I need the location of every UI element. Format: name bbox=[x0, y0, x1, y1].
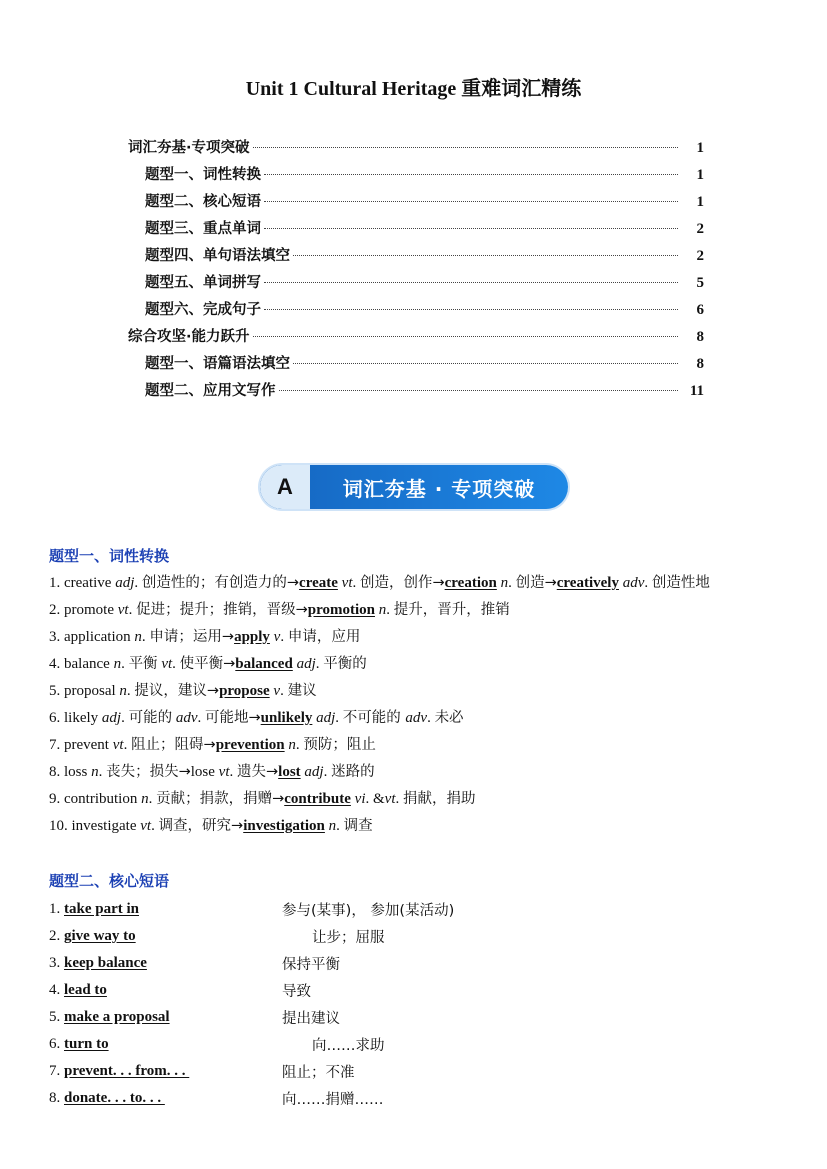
item-number: 6. bbox=[49, 1036, 64, 1052]
chinese-meaning: 迷路的 bbox=[331, 764, 375, 780]
toc-entry-label: 题型一、词性转换 bbox=[145, 167, 261, 183]
answer-word: apply bbox=[234, 629, 270, 645]
item-number: 3. bbox=[49, 629, 64, 645]
answer-word: prevention bbox=[215, 737, 285, 753]
english-word: . bbox=[172, 656, 180, 672]
part-of-speech: adj bbox=[300, 764, 324, 780]
item-number: 10. bbox=[49, 818, 72, 834]
chinese-meaning: 捐献，捐助 bbox=[402, 791, 476, 807]
toc-entry-label: 题型五、单词拼写 bbox=[145, 275, 261, 291]
english-word: balance bbox=[64, 656, 114, 672]
english-word: . bbox=[386, 602, 394, 618]
phrase-meaning: 阻止；不准 bbox=[282, 1065, 355, 1081]
part-of-speech: adv bbox=[405, 710, 428, 726]
english-word: . bbox=[508, 575, 516, 591]
phrase-meaning: 向……捐赠…… bbox=[282, 1092, 384, 1108]
chinese-meaning: 阻止；阻碍→ bbox=[131, 737, 216, 753]
chinese-meaning: 申请，应用 bbox=[287, 629, 361, 645]
chinese-meaning: 预防；阻止 bbox=[303, 737, 376, 753]
phrase-english: donate. . . to. . . bbox=[64, 1090, 165, 1106]
toc-entry-label: 题型二、核心短语 bbox=[145, 194, 261, 210]
english-word: . bbox=[121, 710, 129, 726]
english-word: . bbox=[280, 683, 288, 699]
answer-word: lost bbox=[278, 764, 301, 780]
english-word: . bbox=[336, 818, 344, 834]
item-number: 8. bbox=[49, 1090, 64, 1106]
english-word: . bbox=[197, 710, 206, 726]
chinese-meaning: 遗失→ bbox=[237, 764, 279, 780]
phrase-english: prevent. . . from. . . bbox=[64, 1063, 190, 1079]
toc-page-number: 6 bbox=[696, 302, 704, 318]
item-number: 2. bbox=[49, 602, 64, 618]
phrase-english: lead to bbox=[64, 982, 107, 998]
toc-page-number: 8 bbox=[696, 356, 704, 372]
table-of-contents bbox=[128, 136, 704, 406]
toc-page-number: 2 bbox=[696, 221, 704, 237]
toc-entry-label: 题型六、完成句子 bbox=[145, 302, 261, 318]
toc-leader-dots bbox=[264, 228, 678, 229]
list-item bbox=[49, 786, 789, 813]
phrase-english: turn to bbox=[64, 1036, 109, 1052]
answer-word: propose bbox=[219, 683, 270, 699]
phrase-meaning: 参与(某事)， 参加(某活动) bbox=[282, 903, 455, 919]
phrase-row bbox=[49, 1031, 749, 1058]
part-of-speech: vi bbox=[350, 791, 366, 807]
section-banner bbox=[260, 465, 568, 509]
english-word: . bbox=[148, 791, 157, 807]
list-item bbox=[49, 705, 789, 732]
toc-entry[interactable] bbox=[128, 271, 704, 298]
english-word: . bbox=[151, 818, 159, 834]
chinese-meaning: 创造→ bbox=[515, 575, 557, 591]
chinese-meaning: 创造性的；有创造力的→ bbox=[141, 575, 300, 591]
phrase-meaning: 保持平衡 bbox=[282, 957, 340, 973]
part-of-speech: v bbox=[269, 629, 281, 645]
item-number: 7. bbox=[49, 1063, 64, 1079]
part-of-speech: adv bbox=[618, 575, 645, 591]
english-word: . bbox=[427, 710, 435, 726]
english-word: . bbox=[352, 575, 360, 591]
toc-leader-dots bbox=[264, 174, 678, 175]
part-of-speech: adv bbox=[172, 710, 198, 726]
item-number: 2. bbox=[49, 928, 64, 944]
toc-leader-dots bbox=[279, 390, 679, 391]
chinese-meaning: 可能的 bbox=[128, 710, 173, 726]
part-of-speech: n bbox=[496, 575, 509, 591]
english-word: . bbox=[98, 764, 107, 780]
phrase-list bbox=[49, 896, 749, 1112]
phrase-row bbox=[49, 1058, 749, 1085]
phrase-row bbox=[49, 950, 749, 977]
part-of-speech: v bbox=[269, 683, 281, 699]
toc-leader-dots bbox=[253, 147, 678, 148]
english-word: lose bbox=[190, 764, 219, 780]
english-word: . bbox=[141, 629, 150, 645]
part-of-speech: vt bbox=[218, 764, 230, 780]
chinese-meaning: 创造性地 bbox=[651, 575, 710, 591]
english-word: . bbox=[335, 710, 343, 726]
chinese-meaning: 创造，创作→ bbox=[359, 575, 445, 591]
item-number: 5. bbox=[49, 1009, 64, 1025]
phrase-row bbox=[49, 977, 749, 1004]
part-of-speech: vt bbox=[140, 818, 152, 834]
chinese-meaning: 平衡的 bbox=[323, 656, 367, 672]
english-word: . bbox=[121, 656, 129, 672]
chinese-meaning: 调查 bbox=[343, 818, 373, 834]
toc-page-number: 1 bbox=[696, 140, 704, 156]
answer-word: investigation bbox=[243, 818, 325, 834]
english-word: . bbox=[123, 737, 132, 753]
item-number: 7. bbox=[49, 737, 64, 753]
list-item bbox=[49, 732, 789, 759]
toc-entry[interactable] bbox=[128, 298, 704, 325]
part-of-speech: n bbox=[113, 656, 122, 672]
part-of-speech: n bbox=[284, 737, 296, 753]
english-word: application bbox=[64, 629, 135, 645]
chinese-meaning: 平衡 bbox=[128, 656, 158, 672]
toc-entry[interactable] bbox=[128, 352, 704, 379]
phrase-english: give way to bbox=[64, 928, 136, 944]
section-title-phrases: 题型二、核心短语 bbox=[49, 872, 170, 890]
item-number: 8. bbox=[49, 764, 64, 780]
list-item bbox=[49, 624, 789, 651]
part-of-speech: vt bbox=[112, 737, 124, 753]
chinese-meaning: 调查，研究→ bbox=[158, 818, 244, 834]
toc-entry[interactable] bbox=[128, 163, 704, 190]
toc-page-number: 2 bbox=[696, 248, 704, 264]
answer-word: promotion bbox=[307, 602, 375, 618]
item-number: 5. bbox=[49, 683, 64, 699]
english-word: creative bbox=[64, 575, 116, 591]
toc-page-number: 1 bbox=[696, 167, 704, 183]
english-word: likely bbox=[64, 710, 102, 726]
chinese-meaning: 促进；提升；推销，晋级→ bbox=[136, 602, 308, 618]
part-of-speech: adj bbox=[101, 710, 122, 726]
answer-word: balanced bbox=[235, 656, 293, 672]
list-item bbox=[49, 759, 789, 786]
toc-page-number: 8 bbox=[696, 329, 704, 345]
toc-leader-dots bbox=[264, 282, 678, 283]
item-number: 3. bbox=[49, 955, 64, 971]
item-number: 6. bbox=[49, 710, 64, 726]
item-number: 4. bbox=[49, 656, 64, 672]
english-word: . bbox=[128, 602, 137, 618]
word-form-list bbox=[49, 570, 789, 840]
toc-leader-dots bbox=[293, 363, 678, 364]
english-word: . bbox=[315, 656, 324, 672]
chinese-meaning: 不可能的 bbox=[342, 710, 406, 726]
toc-page-number: 5 bbox=[696, 275, 704, 291]
chinese-meaning: 申请；运用→ bbox=[149, 629, 235, 645]
item-number: 1. bbox=[49, 575, 64, 591]
phrase-row bbox=[49, 1004, 749, 1031]
toc-leader-dots bbox=[264, 309, 678, 310]
answer-word: creation bbox=[444, 575, 497, 591]
part-of-speech: vt bbox=[384, 791, 396, 807]
part-of-speech: vt bbox=[157, 656, 173, 672]
chinese-meaning: 未必 bbox=[434, 710, 464, 726]
banner-letter: A bbox=[260, 465, 310, 509]
english-word: . bbox=[295, 737, 304, 753]
list-item bbox=[49, 678, 789, 705]
english-word: . & bbox=[365, 791, 385, 807]
english-word: . bbox=[280, 629, 288, 645]
chinese-meaning: 使平衡→ bbox=[179, 656, 236, 672]
item-number: 1. bbox=[49, 901, 64, 917]
toc-page-number: 1 bbox=[696, 194, 704, 210]
item-number: 9. bbox=[49, 791, 64, 807]
chinese-meaning: 提升，晋升，推销 bbox=[393, 602, 510, 618]
toc-entry[interactable] bbox=[128, 244, 704, 271]
english-word: prevent bbox=[64, 737, 113, 753]
english-word: . bbox=[134, 575, 142, 591]
english-word: promote bbox=[64, 602, 118, 618]
toc-entry-label: 词汇夯基·专项突破 bbox=[128, 140, 250, 156]
english-word: . bbox=[395, 791, 403, 807]
toc-entry-label: 题型四、单句语法填空 bbox=[145, 248, 290, 264]
answer-word: create bbox=[299, 575, 338, 591]
phrase-english: make a proposal bbox=[64, 1009, 170, 1025]
english-word: contribution bbox=[64, 791, 142, 807]
english-word: loss bbox=[64, 764, 92, 780]
phrase-meaning: 向……求助 bbox=[312, 1038, 385, 1054]
toc-leader-dots bbox=[293, 255, 678, 256]
english-word: . bbox=[323, 764, 332, 780]
toc-entry[interactable] bbox=[128, 379, 704, 406]
part-of-speech: n bbox=[374, 602, 387, 618]
phrase-meaning: 提出建议 bbox=[282, 1011, 340, 1027]
toc-entry-label: 题型一、语篇语法填空 bbox=[145, 356, 290, 372]
chinese-meaning: 丧失；损失→ bbox=[106, 764, 191, 780]
chinese-meaning: 贡献；捐款，捐赠→ bbox=[156, 791, 285, 807]
list-item bbox=[49, 570, 789, 597]
toc-entry-label: 题型三、重点单词 bbox=[145, 221, 261, 237]
phrase-meaning: 导致 bbox=[282, 984, 311, 1000]
item-number: 4. bbox=[49, 982, 64, 998]
part-of-speech: vt bbox=[117, 602, 129, 618]
part-of-speech: adj bbox=[312, 710, 336, 726]
english-word: . bbox=[229, 764, 237, 780]
toc-entry[interactable] bbox=[128, 217, 704, 244]
english-word: . bbox=[644, 575, 652, 591]
part-of-speech: n bbox=[134, 629, 142, 645]
part-of-speech: adj bbox=[292, 656, 316, 672]
phrase-english: keep balance bbox=[64, 955, 147, 971]
english-word: proposal bbox=[64, 683, 120, 699]
english-word: investigate bbox=[71, 818, 141, 834]
toc-page-number: 11 bbox=[689, 383, 704, 399]
toc-entry[interactable] bbox=[128, 190, 704, 217]
list-item bbox=[49, 651, 789, 678]
phrase-row bbox=[49, 896, 749, 923]
english-word: . bbox=[126, 683, 135, 699]
toc-leader-dots bbox=[253, 336, 678, 337]
answer-word: contribute bbox=[284, 791, 351, 807]
part-of-speech: vt bbox=[337, 575, 353, 591]
toc-leader-dots bbox=[264, 201, 678, 202]
answer-word: creatively bbox=[556, 575, 619, 591]
chinese-meaning: 可能地→ bbox=[205, 710, 261, 726]
part-of-speech: n bbox=[91, 764, 99, 780]
phrase-english: take part in bbox=[64, 901, 139, 917]
phrase-row bbox=[49, 1085, 749, 1112]
list-item bbox=[49, 597, 789, 624]
answer-word: unlikely bbox=[260, 710, 313, 726]
toc-entry-label: 题型二、应用文写作 bbox=[145, 383, 276, 399]
chinese-meaning: 提议，建议→ bbox=[134, 683, 220, 699]
list-item bbox=[49, 813, 789, 840]
section-title-word-forms: 题型一、词性转换 bbox=[49, 547, 170, 565]
document-title: Unit 1 Cultural Heritage 重难词汇精练 bbox=[245, 78, 582, 100]
part-of-speech: adj bbox=[115, 575, 135, 591]
phrase-meaning: 让步；屈服 bbox=[312, 930, 385, 946]
toc-entry-label: 综合攻坚·能力跃升 bbox=[128, 329, 250, 345]
toc-entry[interactable] bbox=[128, 325, 704, 352]
banner-text: 词汇夯基 · 专项突破 bbox=[342, 476, 536, 501]
part-of-speech: n bbox=[119, 683, 127, 699]
part-of-speech: n bbox=[141, 791, 149, 807]
part-of-speech: n bbox=[324, 818, 337, 834]
chinese-meaning: 建议 bbox=[287, 683, 317, 699]
toc-entry[interactable] bbox=[128, 136, 704, 163]
phrase-row bbox=[49, 923, 749, 950]
